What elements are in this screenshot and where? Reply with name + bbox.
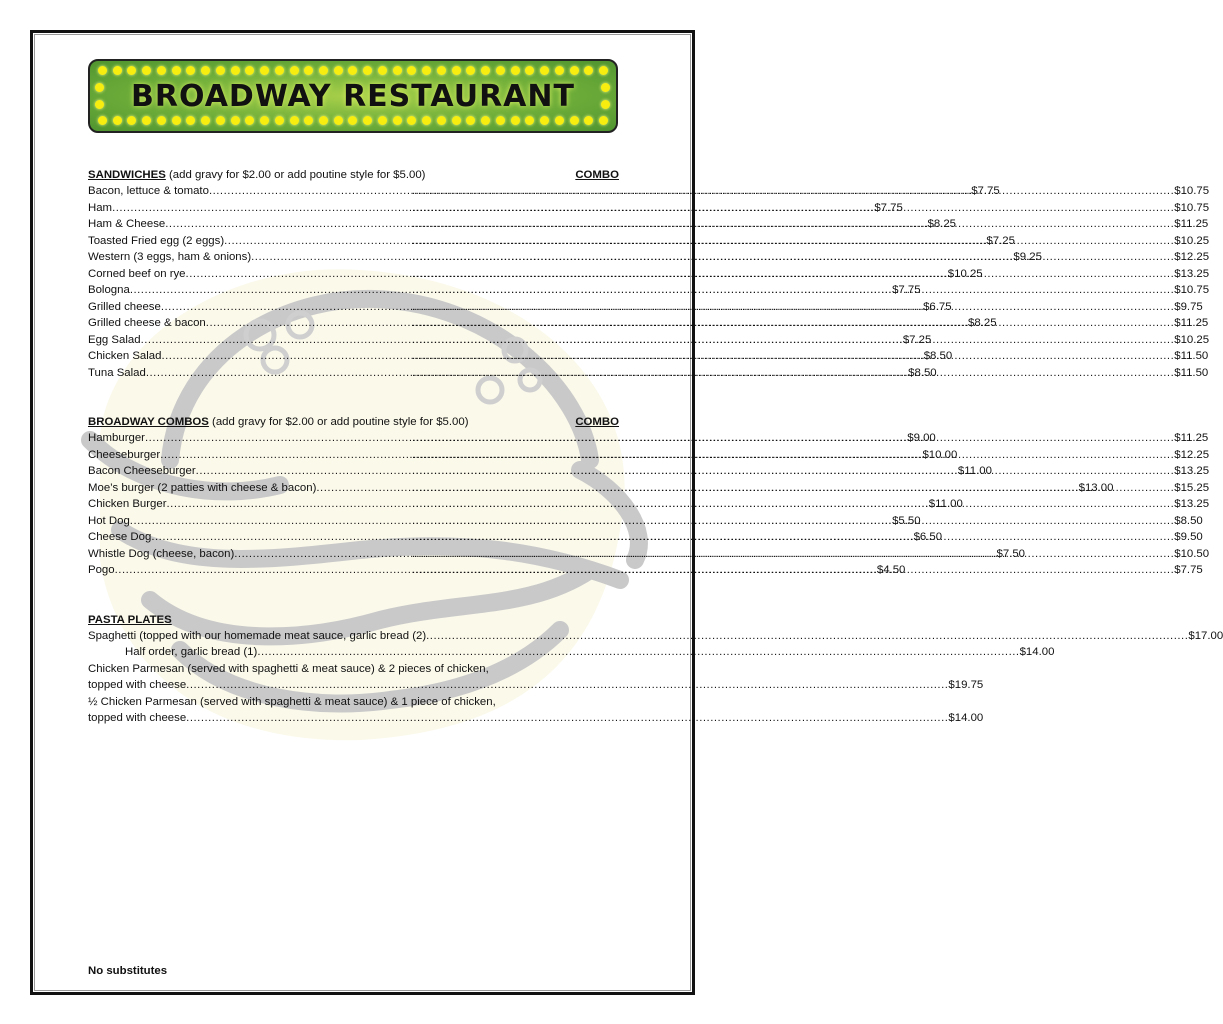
item-name: Chicken Salad — [88, 350, 162, 362]
combo-price: $9.50 — [1174, 531, 1203, 543]
dot-leader — [412, 513, 1174, 530]
menu-item — [88, 480, 1210, 497]
section-header — [88, 612, 619, 628]
menu-item — [88, 365, 1209, 382]
item-price: $5.50 — [892, 514, 921, 527]
menu-item — [88, 282, 1210, 299]
dot-leader — [412, 496, 1174, 513]
combo-price: $11.25 — [1174, 432, 1209, 444]
item-price: $10.25 — [947, 267, 983, 280]
combo-price: $15.25 — [1174, 481, 1210, 494]
item-name: Western (3 eggs, ham & onions) — [88, 251, 252, 263]
combo-price: $13.25 — [1174, 498, 1210, 510]
combo-price: $8.50 — [1174, 514, 1203, 527]
dot-leader — [412, 299, 1174, 316]
dot-leader — [412, 447, 1174, 464]
dot-leader — [412, 348, 1174, 365]
item-price: $8.25 — [968, 317, 997, 329]
dot-leader — [412, 183, 1174, 200]
menu-item — [88, 562, 1203, 579]
section-title: SANDWICHES — [88, 169, 166, 181]
no-substitutes-note: No substitutes — [88, 965, 168, 977]
dot-leader — [412, 282, 1174, 299]
combo-price: $10.50 — [1174, 547, 1210, 560]
item-price: $7.75 — [892, 284, 921, 296]
dot-leader — [412, 233, 1174, 250]
item-price: $9.00 — [907, 432, 936, 444]
combo-price: $11.25 — [1174, 218, 1209, 230]
dot-leader — [412, 365, 1174, 382]
marquee-lights-top — [98, 66, 608, 76]
menu-item — [88, 266, 1210, 283]
menu-item-description: Chicken Parmesan (served with spaghetti & meat sauce) & 2 pieces of chicken, — [88, 662, 489, 675]
combo-price: $12.25 — [1174, 448, 1210, 461]
item-name: Cheeseburger — [88, 448, 161, 461]
item-price: $8.50 — [908, 366, 937, 379]
marquee-lights-left — [95, 83, 105, 109]
item-price: $7.75 — [874, 201, 903, 214]
item-price: $8.50 — [923, 350, 953, 362]
section-note: (add gravy for $2.00 or add poutine style for $5.00) — [208, 416, 469, 428]
combo-price: $11.50 — [1174, 350, 1209, 362]
menu-item — [88, 315, 1209, 332]
menu-item — [88, 529, 1203, 546]
section-header — [88, 414, 619, 430]
item-price: $13.00 — [1078, 481, 1114, 494]
item-price: $11.00 — [928, 498, 963, 510]
item-name: Hamburger — [88, 432, 145, 444]
combo-price: $10.25 — [1174, 234, 1210, 247]
item-name: Ham — [88, 201, 113, 214]
item-name: Whistle Dog (cheese, bacon) — [88, 547, 235, 560]
menu-item — [88, 348, 1209, 365]
combo-price: $13.25 — [1174, 267, 1210, 280]
item-price: $7.75 — [971, 185, 1000, 197]
dot-leader — [412, 315, 1174, 332]
item-name: Ham & Cheese — [88, 218, 166, 230]
item-price: $7.50 — [996, 547, 1026, 560]
item-price: $8.25 — [927, 218, 957, 230]
item-price: $6.50 — [913, 531, 943, 543]
pasta-section — [88, 612, 1223, 727]
menu-item — [88, 249, 1210, 266]
combos-section — [88, 414, 1210, 579]
menu-item — [88, 299, 1203, 316]
dot-leader — [412, 430, 1174, 447]
item-name: Egg Salad — [88, 333, 141, 346]
item-price: $11.00 — [957, 465, 992, 477]
item-name: Bacon Cheeseburger — [88, 465, 196, 477]
item-name: Grilled cheese & bacon — [88, 317, 206, 329]
menu-item: Spaghetti (topped with our homemade meat sauce, garlic bread (2) ..... $17.00 — [88, 628, 619, 645]
item-price: $7.25 — [902, 333, 932, 346]
item-name: Tuna Salad — [88, 366, 146, 379]
combo-price: $10.25 — [1174, 333, 1210, 346]
menu-item: Half order, garlic bread (1) ..... $14.00 — [88, 644, 619, 661]
dot-leader — [412, 249, 1174, 266]
dot-leader — [412, 480, 1174, 497]
menu-item — [88, 183, 1210, 200]
item-price: $10.00 — [922, 448, 958, 461]
item-name: Chicken Burger — [88, 498, 167, 510]
combo-price: $10.75 — [1174, 185, 1210, 197]
item-name: Pogo — [88, 564, 115, 576]
menu-item — [88, 496, 1210, 513]
menu-item — [88, 447, 1210, 464]
item-name: Cheese Dog — [88, 531, 152, 543]
dot-leader — [412, 562, 1174, 579]
combo-price: $7.75 — [1174, 564, 1203, 576]
dot-leader — [412, 546, 1174, 563]
combo-price: $10.75 — [1174, 284, 1210, 296]
menu-item — [88, 546, 1210, 563]
combo-price: $9.75 — [1174, 300, 1203, 313]
menu-item — [88, 463, 1210, 480]
menu-item-description: ½ Chicken Parmesan (served with spaghetti & meat sauce) & 1 piece of chicken, — [88, 695, 496, 708]
combo-price: $10.75 — [1174, 201, 1210, 214]
item-name: Moe’s burger (2 patties with cheese & bacon) — [88, 481, 317, 494]
section-header — [88, 167, 619, 183]
item-price: $6.75 — [923, 300, 952, 313]
dot-leader — [412, 266, 1174, 283]
menu-item: topped with cheese ..... $19.75 — [88, 677, 619, 694]
combo-price: $11.25 — [1174, 317, 1209, 329]
item-price: $9.25 — [1013, 251, 1042, 263]
dot-leader — [412, 529, 1174, 546]
combo-price: $11.50 — [1174, 366, 1209, 379]
section-title: BROADWAY COMBOS — [88, 416, 209, 428]
marquee-lights-right — [601, 83, 611, 109]
menu-item — [88, 216, 1209, 233]
restaurant-banner — [88, 59, 618, 133]
menu-item — [88, 513, 1203, 530]
menu-item — [88, 233, 1210, 250]
item-price: $4.50 — [876, 564, 906, 576]
item-name: Grilled cheese — [88, 300, 161, 313]
item-name: Hot Dog — [88, 514, 130, 527]
menu-item — [88, 430, 1209, 447]
dot-leader — [412, 463, 1174, 480]
section-note: (add gravy for $2.00 or add poutine style for $5.00) — [165, 169, 426, 181]
menu-item — [88, 332, 1210, 349]
item-name: Toasted Fried egg (2 eggs) — [88, 234, 225, 247]
combo-column-header: COMBO — [575, 416, 619, 428]
sandwiches-section — [88, 167, 1210, 381]
item-price: $7.25 — [986, 234, 1015, 247]
menu-content — [88, 167, 1223, 727]
dot-leader — [412, 332, 1174, 349]
dot-leader — [412, 216, 1174, 233]
restaurant-name: BROADWAY RESTAURANT — [131, 79, 575, 114]
menu-item — [88, 200, 1210, 217]
combo-price: $12.25 — [1174, 251, 1210, 263]
dot-leader — [412, 200, 1174, 217]
item-name: Corned beef on rye — [88, 267, 186, 280]
marquee-lights-bottom — [98, 116, 608, 126]
combo-column-header: COMBO — [575, 169, 619, 181]
menu-item: topped with cheese ..... $14.00 — [88, 710, 619, 727]
item-name: Bacon, lettuce & tomato — [88, 185, 209, 197]
section-title: PASTA PLATES — [88, 613, 172, 626]
combo-price: $13.25 — [1174, 465, 1210, 477]
item-name: Bologna — [88, 284, 130, 296]
